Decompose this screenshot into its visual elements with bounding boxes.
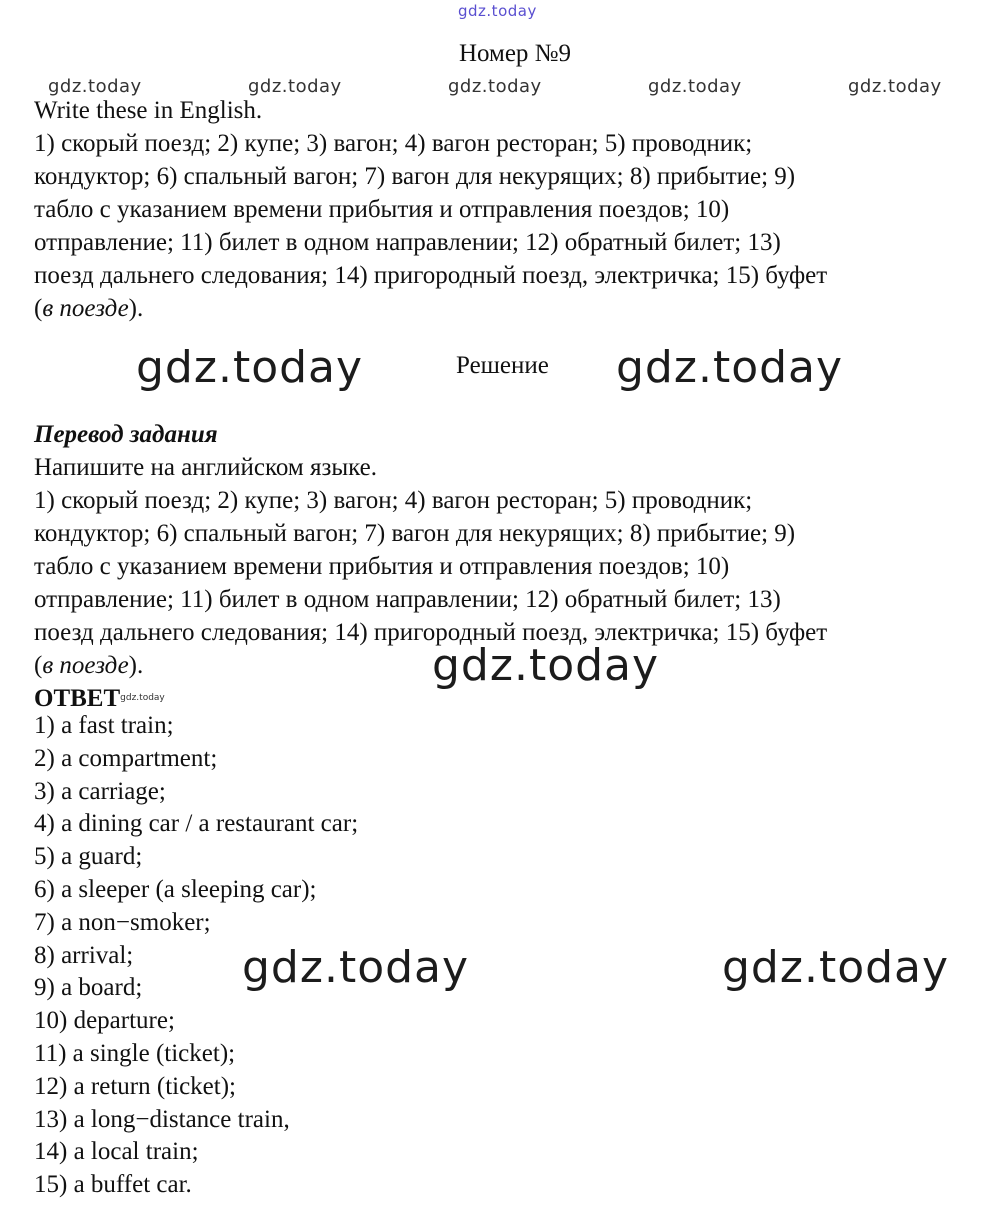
answer-item: 4) a dining car / a restaurant car; (34, 810, 359, 838)
translation-heading: Перевод задания (34, 421, 218, 448)
translation-line: поезд дальнего следования; 14) пригородный поезд, электричка; 15) буфет (34, 619, 828, 646)
task-line: табло с указанием времени прибытия и отправления поездов; 10) (34, 196, 730, 223)
answer-item: 10) departure; (34, 1007, 175, 1035)
task-block (34, 94, 974, 325)
watermark-row-1: gdz.today (48, 76, 142, 97)
answer-item: 6) a sleeper (a sleeping car); (34, 875, 317, 903)
answer-item: 2) a compartment; (34, 744, 218, 772)
watermark-row-5: gdz.today (848, 76, 942, 97)
answer-item: 3) a carriage; (34, 777, 166, 805)
translation-line: табло с указанием времени прибытия и отправления поездов; 10) (34, 553, 730, 580)
answer-item: 5) a guard; (34, 843, 143, 871)
translation-line: 1) скорый поезд; 2) купе; 3) вагон; 4) вагон ресторан; 5) проводник; (34, 487, 753, 514)
task-line-last: (в поезде). (34, 295, 144, 322)
answer-item: 11) a single (ticket); (34, 1039, 236, 1067)
page-title: Номер №9 (458, 40, 572, 67)
answer-item: 13) a long−distance train, (34, 1105, 290, 1133)
watermark-row-4: gdz.today (648, 76, 742, 97)
answer-item: 8) arrival; (34, 941, 134, 969)
task-line: поезд дальнего следования; 14) пригородный поезд, электричка; 15) буфет (34, 262, 828, 289)
answer-item: 9) a board; (34, 974, 143, 1002)
answer-item: 14) a local train; (34, 1138, 199, 1166)
translation-line: отправление; 11) билет в одном направлении; 12) обратный билет; 13) (34, 586, 781, 613)
answer-item: 1) a fast train; (34, 712, 174, 739)
task-line: 1) скорый поезд; 2) купе; 3) вагон; 4) вагон ресторан; 5) проводник; (34, 130, 753, 157)
translation-instruction: Напишите на английском языке. (34, 454, 378, 481)
watermark-big-middle: gdz.today (432, 640, 660, 691)
answer-item: 12) a return (ticket); (34, 1072, 236, 1100)
translation-line-last: (в поезде). (34, 652, 144, 679)
task-line: кондуктор; 6) спальный вагон; 7) вагон для некурящих; 8) прибытие; 9) (34, 163, 796, 190)
watermark-row-3: gdz.today (448, 76, 542, 97)
watermark-top: gdz.today (458, 2, 537, 20)
answer-item: 15) a buffet car. (34, 1171, 192, 1199)
watermark-big-bottom-right: gdz.today (722, 942, 950, 993)
watermark-big-left: gdz.today (136, 342, 364, 393)
task-instruction: Write these in English. (34, 97, 263, 124)
translation-line: кондуктор; 6) спальный вагон; 7) вагон для некурящих; 8) прибытие; 9) (34, 520, 796, 547)
answer-item: 7) a non−smoker; (34, 908, 211, 936)
watermark-big-bottom-left: gdz.today (242, 942, 470, 993)
watermark-big-right: gdz.today (616, 342, 844, 393)
watermark-row-2: gdz.today (248, 76, 342, 97)
task-line: отправление; 11) билет в одном направлении; 12) обратный билет; 13) (34, 229, 781, 256)
solution-heading: Решение (456, 352, 549, 379)
watermark-tiny: gdz.today (120, 693, 165, 703)
answer-heading: ОТВЕТ (34, 685, 121, 712)
